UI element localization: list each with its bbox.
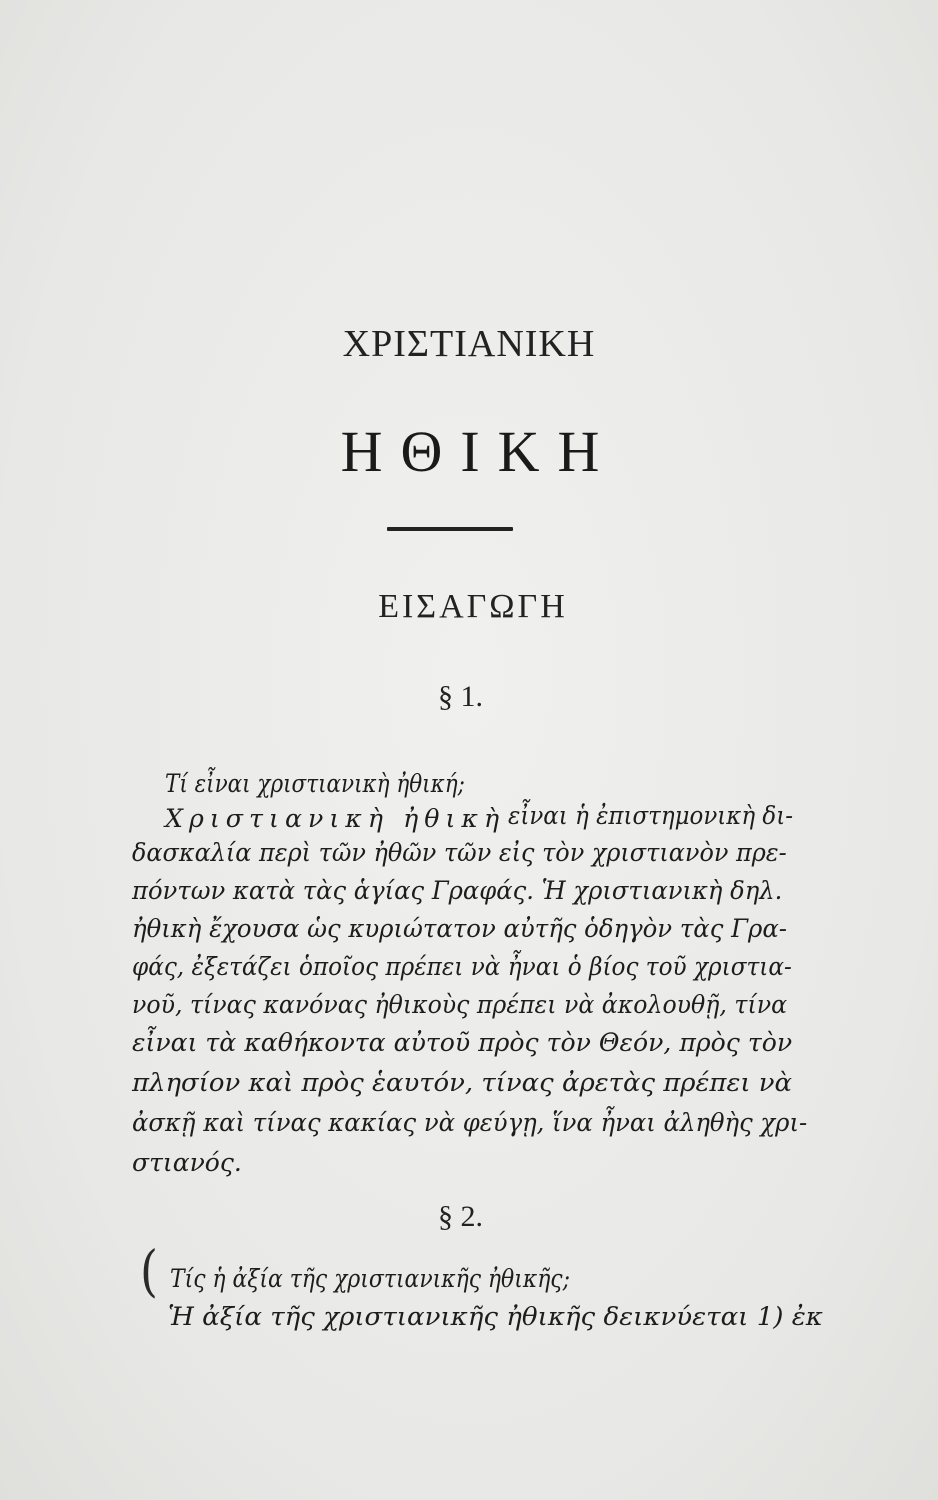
section-heading: ΕΙΣΑΓΩΓΗ <box>378 588 568 625</box>
section2-question: Τίς ἡ ἀξία τῆς χριστιανικῆς ἠθικῆς; <box>170 1264 570 1293</box>
section1-question: Τί εἶναι χριστιανικὴ ἠθική; <box>165 769 465 798</box>
section1-term: Χριστιανικὴ ἠθικὴ <box>165 804 506 833</box>
paragraph-mark-2: § 2. <box>438 1200 483 1233</box>
book-supertitle: ΧΡΙΣΤΙΑΝΙΚΗ <box>342 323 596 365</box>
margin-bracket: ( <box>140 1238 158 1304</box>
section1-line-2: δασκαλία περὶ τῶν ἠθῶν τῶν εἰς τὸν χριστιανὸν πρε- <box>132 838 787 867</box>
section1-line-10: στιανός. <box>132 1148 242 1177</box>
section1-line-9: ἀσκῇ καὶ τίνας κακίας νὰ φεύγῃ, ἵνα ἦναι ἀληθὴς χρι- <box>132 1108 808 1137</box>
section1-line-6: νοῦ, τίνας κανόνας ἠθικοὺς πρέπει νὰ ἀκολουθῇ, τίνα <box>132 990 788 1019</box>
title-rule <box>387 527 513 531</box>
section2-line-1: Ἡ ἀξία τῆς χριστιανικῆς ἠθικῆς δεικνύεται 1) ἐκ <box>168 1302 823 1331</box>
paragraph-mark-1: § 1. <box>438 680 483 713</box>
book-title: ΗΘΙΚΗ <box>340 419 618 484</box>
section1-line-1: εἶναι ἡ ἐπιστημονικὴ δι- <box>508 801 793 830</box>
section1-line-8: πλησίον καὶ πρὸς ἑαυτόν, τίνας ἀρετὰς πρέπει νὰ <box>132 1068 793 1097</box>
section1-line-5: φάς, ἐξετάζει ὁποῖος πρέπει νὰ ἦναι ὁ βίος τοῦ χριστια- <box>132 952 792 981</box>
section1-line-4: ἠθικὴ ἔχουσα ὡς κυριώτατον αὐτῆς ὁδηγὸν τὰς Γρα- <box>132 914 788 943</box>
section1-line-3: πόντων κατὰ τὰς ἁγίας Γραφάς. Ἡ χριστιανικὴ δηλ. <box>132 876 783 905</box>
section1-line-7: εἶναι τὰ καθήκοντα αὐτοῦ πρὸς τὸν Θεόν, πρὸς τὸν <box>132 1028 793 1057</box>
